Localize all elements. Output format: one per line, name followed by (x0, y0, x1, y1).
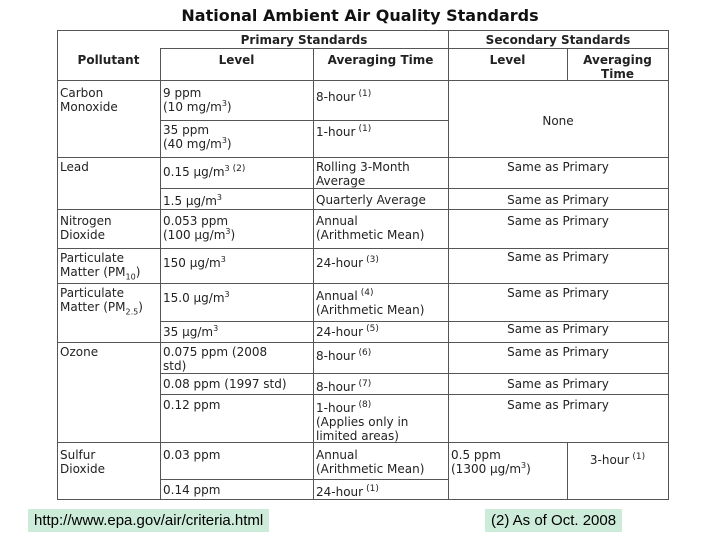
so2-level-1: 0.03 ppm (163, 448, 221, 462)
pollutant-name-line: ) (135, 265, 141, 279)
secondary-level-header: Level (489, 53, 526, 67)
pm25-secondary-1: Same as Primary (507, 286, 609, 300)
secondary-averaging-header (567, 52, 668, 82)
time-text: 8-hour (316, 90, 356, 104)
o3-secondary-2: Same as Primary (507, 377, 609, 391)
footnote-ref: (1) (632, 452, 646, 462)
footnote-ref: (8) (358, 400, 372, 410)
standards-table (57, 30, 669, 500)
time-text: Rolling 3-Month (316, 160, 410, 174)
time-text: Annual (316, 448, 358, 462)
lead-secondary-1: Same as Primary (507, 160, 609, 174)
level-text: ) (526, 462, 531, 476)
time-text: (Arithmetic Mean) (316, 228, 425, 242)
footnote-ref: (1) (358, 124, 372, 134)
level-text: 15.0 µg/m (163, 291, 225, 305)
page-title: National Ambient Air Quality Standards (181, 6, 539, 25)
pollutant-name-line: Particulate (60, 251, 125, 265)
pollutant-name-line: Sulfur (60, 448, 96, 462)
pm25-level-2 (160, 324, 313, 340)
pm25-secondary-2: Same as Primary (507, 322, 609, 336)
lead-level-2 (160, 193, 313, 209)
secondary-standards-header: Secondary Standards (485, 33, 631, 47)
exponent: 3 (224, 290, 230, 299)
exponent: 3 (221, 99, 227, 108)
level-text: (10 mg/m (163, 100, 222, 114)
pm10-level (160, 255, 313, 271)
lead-time-2: Quarterly Average (316, 193, 426, 207)
o3-time-2 (313, 379, 448, 395)
time-text: 24-hour (316, 325, 364, 339)
averaging-time-header: Averaging Time (327, 53, 434, 67)
grid-line (160, 48, 668, 49)
time-text: (Applies only in (316, 415, 409, 429)
pollutant-pm10 (57, 250, 160, 280)
time-text: 1-hour (316, 125, 356, 139)
level-text: ) (226, 137, 232, 151)
pollutant-name-line: Dioxide (60, 228, 105, 242)
level-header: Level (218, 53, 255, 67)
time-text: 1-hour (316, 401, 356, 415)
so2-time-1 (313, 447, 448, 477)
pollutant-name-line: Monoxide (60, 100, 118, 114)
grid-line (567, 442, 568, 500)
secondary-averaging-line1: Averaging (583, 53, 652, 67)
footnote-ref: (4) (360, 288, 374, 298)
o3-level-2: 0.08 ppm (1997 std) (163, 377, 287, 391)
exponent: 3 (221, 136, 227, 145)
level-text: ) (230, 228, 236, 242)
grid-line (448, 30, 449, 500)
time-text: (Arithmetic Mean) (316, 462, 425, 476)
pollutant-name-line: Dioxide (60, 462, 105, 476)
o3-secondary-3: Same as Primary (507, 398, 609, 412)
time-text: limited areas) (316, 429, 399, 443)
footnote-ref: (1) (366, 484, 379, 494)
level-text: ) (226, 100, 232, 114)
level-text: 0.053 ppm (163, 214, 229, 228)
grid-line (57, 342, 669, 343)
exponent: 3 (216, 193, 222, 202)
so2-secondary-level (448, 447, 567, 477)
co-time-2 (313, 124, 448, 140)
level-text: 150 µg/m (163, 256, 221, 270)
time-text: 24-hour (316, 256, 364, 270)
footnote-ref: (5) (366, 324, 379, 334)
exponent: 3 (521, 461, 527, 470)
time-text: Annual (316, 289, 358, 303)
subscript: 2.5 (125, 307, 139, 315)
level-text: 0.075 ppm (2008 (163, 345, 268, 359)
no2-time (313, 213, 448, 243)
time-text: 8-hour (316, 380, 356, 394)
time-text: Average (316, 174, 366, 188)
grid-line (160, 479, 448, 480)
level-text: (40 mg/m (163, 137, 222, 151)
so2-secondary-time (567, 452, 668, 468)
exponent: 3 (224, 164, 230, 173)
o3-time-3 (313, 400, 448, 444)
level-text: std) (163, 359, 187, 373)
exponent: 3 (225, 227, 231, 236)
level-text: 35 µg/m (163, 325, 214, 339)
so2-time-2 (313, 484, 448, 500)
footnote-ref: (6) (358, 348, 372, 358)
o3-level-3: 0.12 ppm (163, 398, 221, 412)
time-text: 3-hour (589, 453, 630, 467)
no2-secondary: Same as Primary (507, 214, 609, 228)
pm10-time (313, 255, 448, 271)
pollutant-pm25 (57, 285, 160, 315)
co-time-1 (313, 89, 448, 105)
footnote-ref: (1) (358, 89, 372, 99)
time-text: 24-hour (316, 485, 364, 499)
primary-standards-header: Primary Standards (240, 33, 368, 47)
time-text: (Arithmetic Mean) (316, 303, 425, 317)
level-text: (100 µg/m (163, 228, 226, 242)
grid-line (668, 30, 669, 500)
level-text: (1300 µg/m (451, 462, 522, 476)
pollutant-carbon-monoxide (57, 85, 160, 115)
footnote-ref: (2) (232, 164, 246, 174)
co-level-2 (160, 122, 313, 152)
pollutant-name-line: Matter (PM (60, 300, 126, 314)
level-text: 1.5 µg/m (163, 194, 217, 208)
footnote-ref: (7) (358, 379, 372, 389)
footnote-ref: (3) (366, 255, 379, 265)
o3-secondary-1: Same as Primary (507, 345, 609, 359)
pollutant-lead: Lead (60, 160, 89, 174)
level-text: 0.5 ppm (451, 448, 501, 462)
exponent: 3 (213, 324, 219, 333)
pollutant-header: Pollutant (77, 53, 140, 67)
exponent: 3 (220, 255, 226, 264)
grid-line (160, 120, 448, 121)
grid-line (57, 209, 669, 210)
co-secondary-none: None (542, 114, 574, 128)
secondary-averaging-line2: Time (601, 67, 634, 81)
time-text: 8-hour (316, 349, 356, 363)
level-text: 9 ppm (163, 86, 202, 100)
footnote-label: (2) As of Oct. 2008 (485, 509, 622, 532)
grid-line (57, 157, 669, 158)
so2-level-2: 0.14 ppm (163, 483, 221, 497)
grid-line (57, 30, 669, 31)
pollutant-sulfur-dioxide (57, 447, 160, 477)
pollutant-name-line: Matter (PM (60, 265, 126, 279)
o3-time-1 (313, 348, 448, 364)
o3-level-1 (160, 344, 313, 374)
time-text: Annual (316, 214, 358, 228)
pm10-secondary: Same as Primary (507, 250, 609, 264)
pm25-level-1 (160, 290, 313, 306)
lead-level-1 (160, 164, 313, 180)
lead-time-1 (313, 159, 448, 189)
pollutant-name-line: ) (138, 300, 143, 314)
subscript: 10 (125, 272, 136, 280)
level-text: 35 ppm (163, 123, 210, 137)
grid-line (57, 283, 669, 284)
source-url-link[interactable]: http://www.epa.gov/air/criteria.html (28, 509, 269, 532)
pollutant-nitrogen-dioxide (57, 213, 160, 243)
pollutant-name-line: Nitrogen (60, 214, 112, 228)
pm25-time-1 (313, 288, 448, 318)
level-text: 0.15 µg/m (163, 165, 225, 179)
no2-level (160, 213, 313, 243)
lead-secondary-2: Same as Primary (507, 193, 609, 207)
pollutant-ozone: Ozone (60, 345, 99, 359)
pollutant-name-line: Carbon (60, 86, 104, 100)
pm25-time-2 (313, 324, 448, 340)
co-level-1 (160, 85, 313, 115)
pollutant-name-line: Particulate (60, 286, 125, 300)
grid-line (160, 48, 161, 500)
